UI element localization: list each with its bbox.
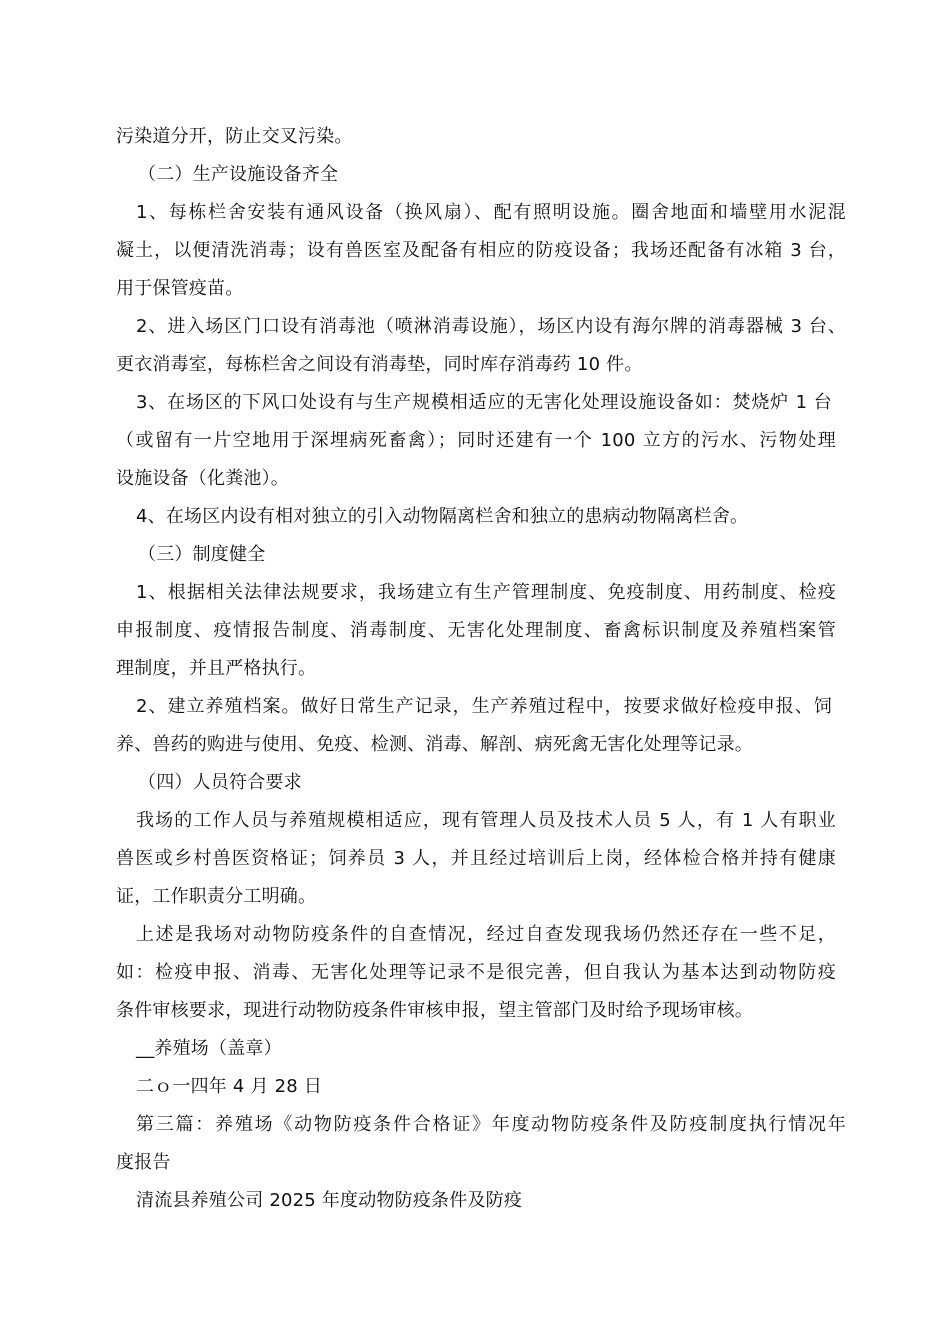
text-line: 2、进入场区门口设有消毒池（喷淋消毒设施），场区内设有海尔牌的消毒器械 3 台、 (136, 316, 846, 337)
chapter-title: 第三篇：养殖场《动物防疫条件合格证》年度动物防疫条件及防疫制度执行情况年 (136, 1114, 846, 1135)
text-line: 设施设备（化粪池）。 (116, 468, 289, 489)
text-line: 1、每栋栏舍安装有通风设备（换风扇）、配有照明设施。圈舍地面和墙壁用水泥混 (136, 202, 846, 223)
text-line: 我场的工作人员与养殖规模相适应，现有管理人员及技术人员 5 人，有 1 人有职业 (136, 810, 836, 831)
text-line: （或留有一片空地用于深埋病死畜禽）；同时还建有一个 100 立方的污水、污物处理 (116, 430, 836, 451)
section-heading: （二）生产设施设备齐全 (138, 164, 339, 185)
text-line: 4、在场区内设有相对独立的引入动物隔离栏舍和独立的患病动物隔离栏舍。 (136, 506, 749, 527)
chapter-title-cont: 度报告 (116, 1152, 171, 1173)
text-line: 上述是我场对动物防疫条件的自查情况，经过自查发现我场仍然还存在一些不足， (136, 924, 836, 945)
text-line: 养、兽药的购进与使用、免疫、检测、消毒、解剖、病死禽无害化处理等记录。 (116, 734, 753, 755)
text-line: 申报制度、疫情报告制度、消毒制度、无害化处理制度、畜禽标识制度及养殖档案管 (116, 620, 836, 641)
text-line: 2、建立养殖档案。做好日常生产记录，生产养殖过程中，按要求做好检疫申报、饲 (136, 696, 832, 717)
text-line: 如：检疫申报、消毒、无害化处理等记录不是很完善，但自我认为基本达到动物防疫 (116, 962, 836, 983)
text-line: 凝土，以便清洗消毒；设有兽医室及配备有相应的防疫设备；我场还配备有冰箱 3 台， (116, 240, 846, 261)
text-line: 污染道分开，防止交叉污染。 (116, 126, 353, 147)
text-line: 理制度，并且严格执行。 (116, 658, 317, 679)
section-heading: （三）制度健全 (138, 544, 266, 565)
section-heading: （四）人员符合要求 (138, 772, 302, 793)
text-line: 条件审核要求，现进行动物防疫条件审核申报，望主管部门及时给予现场审核。 (116, 1000, 753, 1021)
text-line: 清流县养殖公司 2025 年度动物防疫条件及防疫 (136, 1190, 523, 1211)
text-line: 兽医或乡村兽医资格证；饲养员 3 人，并且经过培训后上岗，经体检合格并持有健康 (116, 848, 836, 869)
text-line: 3、在场区的下风口处设有与生产规模相适应的无害化处理设施设备如：焚烧炉 1 台 (136, 392, 832, 413)
text-line: 用于保管疫苗。 (116, 278, 244, 299)
seal-line: __养殖场（盖章） (136, 1038, 282, 1059)
text-line: 证，工作职责分工明确。 (116, 886, 317, 907)
text-line: 1、根据相关法律法规要求，我场建立有生产管理制度、免疫制度、用药制度、检疫 (136, 582, 836, 603)
date-line: 二ｏ一四年 4 月 28 日 (136, 1076, 323, 1097)
text-line: 更衣消毒室，每栋栏舍之间设有消毒垫，同时库存消毒药 10 件。 (116, 354, 643, 375)
